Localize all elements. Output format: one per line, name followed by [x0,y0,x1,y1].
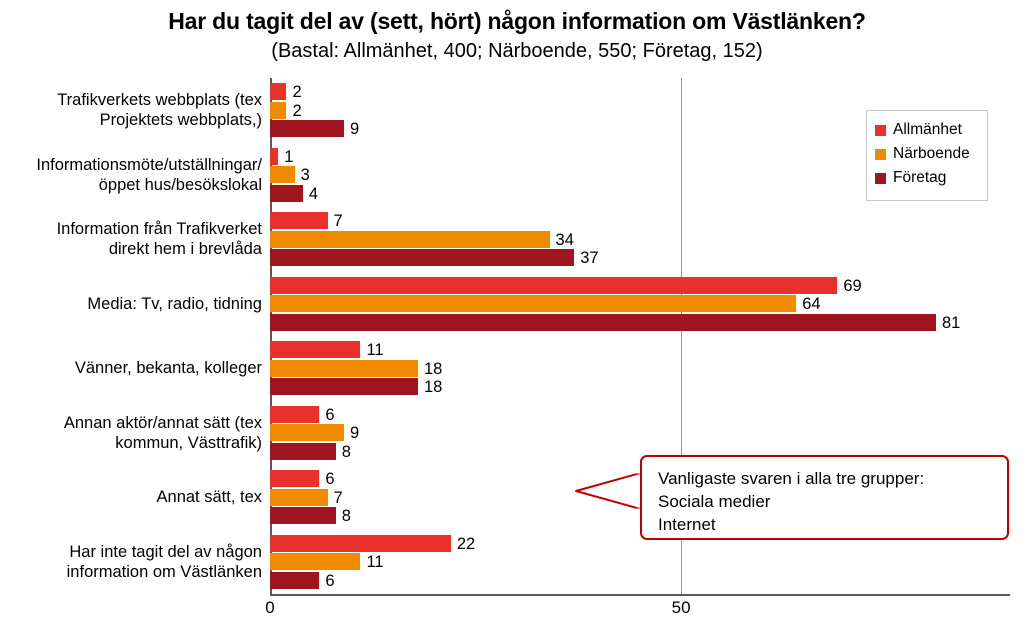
category-label-5-line-1: kommun, Västtrafik) [115,433,262,452]
bar-4-2 [270,378,418,395]
bar-7-2 [270,572,319,589]
x-axis-line [270,594,1010,596]
category-label-2 [10,219,262,259]
bar-value-7-1: 11 [366,553,384,572]
category-label-0-line-0: Trafikverkets webbplats (tex [57,91,262,110]
bar-0-0 [270,83,286,100]
bar-2-2 [270,249,574,266]
chart-subtitle: (Bastal: Allmänhet, 400; Närboende, 550; Företag, 152) [271,40,763,62]
x-tick-label-50: 50 [671,598,691,617]
bar-value-4-1: 18 [424,359,443,378]
legend-label-narboende: Närboende [893,145,970,162]
bar-value-3-0: 69 [843,276,862,295]
category-label-2-line-1: direkt hem i brevlåda [108,240,262,259]
category-label-0 [10,90,262,130]
category-label-4 [10,358,262,378]
bar-2-1 [270,231,550,248]
bar-value-2-1: 34 [555,230,574,249]
bar-3-1 [270,295,796,312]
chart-title: Har du tagit del av (sett, hört) någon information om Västlänken? [168,8,866,34]
category-label-3-line-0: Media: Tv, radio, tidning [87,294,262,313]
bar-5-0 [270,406,319,423]
legend-swatch-foretag [875,173,886,184]
category-label-6-line-0: Annat sätt, tex [156,488,262,507]
category-label-6 [10,487,262,507]
bar-value-3-1: 64 [802,295,821,314]
callout-pointer [574,470,644,512]
bar-value-5-2: 8 [341,442,351,461]
category-label-1-line-0: Informationsmöte/utställningar/ [36,155,262,174]
bar-6-0 [270,470,319,487]
bar-7-0 [270,535,451,552]
category-label-5 [10,413,262,453]
legend-item-2 [875,169,979,187]
category-label-2-line-0: Information från Trafikverket [56,220,262,239]
bar-value-3-2: 81 [942,313,961,332]
category-label-3 [10,294,262,314]
bar-value-0-0: 2 [292,83,302,102]
legend-label-allmanhet: Allmänhet [893,121,962,138]
legend-label-foretag: Företag [893,169,947,186]
bar-value-5-0: 6 [325,405,335,424]
callout-line-1: Vanligaste svaren i alla tre grupper: [658,469,925,488]
bar-4-1 [270,360,418,377]
bar-0-1 [270,102,286,119]
bar-value-7-0: 22 [456,534,476,553]
callout-box [640,455,1009,540]
category-label-5-line-0: Annan aktör/annat sätt (tex [63,413,262,432]
bar-3-2 [270,314,936,331]
legend-item-1 [875,145,979,163]
bar-6-2 [270,507,336,524]
callout-line-3: Internet [658,515,716,534]
bar-4-0 [270,341,360,358]
bar-1-0 [270,148,278,165]
legend-swatch-allmanhet [875,125,886,136]
legend [866,110,988,201]
category-label-7 [10,542,262,582]
bar-value-6-2: 8 [341,507,351,526]
bar-7-1 [270,553,360,570]
bar-value-1-2: 4 [308,184,319,203]
bar-6-1 [270,489,328,506]
bar-value-6-1: 7 [333,488,343,507]
bar-value-1-1: 3 [300,166,310,185]
x-tick-label-0: 0 [265,598,275,617]
bar-value-6-0: 6 [325,470,335,489]
category-label-1 [10,155,262,195]
bar-2-0 [270,212,328,229]
legend-item-0 [875,121,979,139]
bar-3-0 [270,277,837,294]
bar-value-4-2: 18 [424,378,443,397]
bar-value-1-0: 1 [284,147,294,166]
bar-value-0-1: 2 [292,101,302,120]
category-label-7-line-0: Har inte tagit del av någon [69,542,262,561]
category-label-4-line-0: Vänner, bekanta, kolleger [74,359,262,378]
callout-line-2: Sociala medier [658,492,771,511]
category-label-1-line-1: öppet hus/besökslokal [98,175,262,194]
category-label-0-line-1: Projektets webbplats,) [99,111,262,130]
bar-0-2 [270,120,344,137]
bar-5-1 [270,424,344,441]
bar-value-2-0: 7 [333,212,343,231]
bar-1-1 [270,166,295,183]
bar-value-0-2: 9 [350,120,360,139]
category-label-7-line-1: information om Västlänken [66,562,262,581]
bar-value-7-2: 6 [325,571,335,590]
bar-value-2-2: 37 [580,249,599,268]
bar-5-2 [270,443,336,460]
bar-value-5-1: 9 [350,424,360,443]
bar-1-2 [270,185,303,202]
legend-swatch-narboende [875,149,886,160]
bar-value-4-0: 11 [366,341,384,360]
